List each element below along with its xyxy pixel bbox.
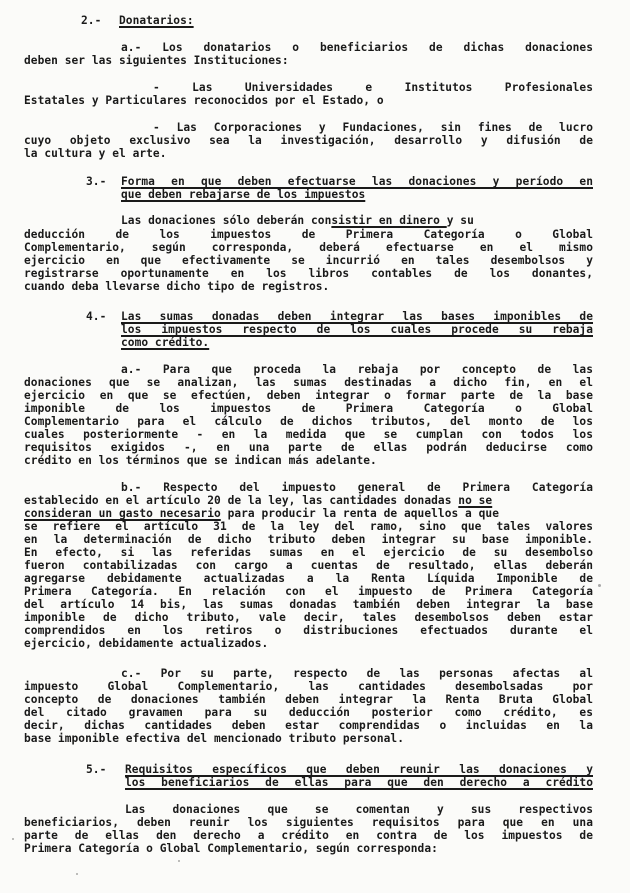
section-4-para-b-line-1: b.- Respecto del impuesto general de Primera Categoría [121,481,593,494]
section-3-para-line-2: deducción de los impuestos de Primera Categoría o Global [24,228,593,241]
section-5-number: 5.- [86,763,107,776]
section-5-para-line-1: Las donaciones que se comentan y sus respectivos [125,803,593,816]
section-4-title-line-3: como crédito. [121,336,210,349]
section-4-para-b-line-5: en la determinación de dicho tributo deben integrar su base imponible. [24,533,593,546]
section-3-title-line-2: que deben rebajarse de los impuestos [121,188,366,201]
section-3-para-line-3: Complementario, según corresponda, deberá efectuarse en el mismo [24,241,593,254]
section-3-para-line-1-start: Las donaciones sólo deberán con [121,214,332,227]
section-4-para-c-line-6: base imponible efectiva del mencionado tributo personal. [24,732,404,745]
section-4-para-a-line-8: crédito en los términos que se indican más adelante. [24,454,377,467]
section-4-para-a-line-1: a.- Para que proceda la rebaja por concepto de las [121,363,593,376]
section-3-para-line-6: cuando deba llevarse dicho tipo de registros. [24,280,330,293]
section-4-para-b-line-3 [24,507,499,520]
scan-speck [178,860,180,862]
bullet-2-line-1: - Las Corporaciones y Fundaciones, sin fines de lucro [153,121,593,134]
bullet-2-line-3: la cultura y el arte. [24,147,167,160]
section-2-para-a-line-1: a.- Los donatarios o beneficiarios de dichas donaciones [121,41,593,54]
para-b-line-2-start: establecido en el artículo 20 de la ley, las cantidades donadas [24,494,459,507]
bullet-2-line-2: cuyo objeto exclusivo sea la investigación, desarrollo y difusión de [24,134,593,147]
section-2-para-a-line-2: deben ser las siguientes Instituciones: [24,54,289,67]
section-5-para-line-4: Primera Categoría o Global Complementario, según corresponda: [24,842,438,855]
section-4-para-a-line-7: requisitos exigidos -, en una parte de ellas podrán deducirse como [24,441,593,454]
section-4-para-b-line-2 [24,494,492,507]
scan-speck [12,838,14,840]
section-4-para-a-line-5: Complementario para el cálculo de dichos tributos, del monto de los [24,415,593,428]
section-4-para-b-line-9: Primera Categoría. En relación con el impuesto de Primera Categoría [24,585,593,598]
section-4-para-b-line-13: ejercicio, debidamente actualizados. [24,637,269,650]
underlined-gasto-necesario: consideran un gasto necesario [24,507,221,520]
section-4-para-b-line-12: comprendidos en los retiros o distribuciones efectuados durante el [24,624,593,637]
section-4-para-b-line-7: fueron contabilizadas con cargo a cuentas de resultado, ellas deberán [24,559,593,572]
section-3-para-line-5: registrarse oportunamente en los libros contables de los donantes, [24,267,593,280]
underlined-in-dinero: sistir en dinero [331,214,447,227]
section-3-title-line-1: Forma en que deben efectuarse las donaciones y período en [121,175,593,188]
section-5-para-line-2: beneficiarios, deben reunir los siguientes requisitos para que en una [24,816,593,829]
scan-speck [76,873,78,875]
section-4-para-b-line-10: del artículo 14 bis, las sumas donadas también deben integrar la base [24,598,593,611]
section-2-number: 2.- [81,14,102,27]
para-b-line-3-end: para producir la renta de aquellos a que [220,507,499,520]
section-4-para-a-line-6: cuales posteriormente - en la medida que se cumplan con todos los [24,428,593,441]
section-4-para-c-line-4: del citado gravamen para su deducción posterior como crédito, es [24,706,593,719]
underlined-no-se: no se [458,494,493,507]
section-4-para-c-line-3: concepto de donaciones también deben integrar la Renta Bruta Global [24,693,593,706]
section-4-para-a-line-3: ejercicio en que se efectúen, deben integrar o formar parte de la base [24,389,593,402]
section-3-para-line-1 [121,214,474,227]
section-3-para-line-1-end: y su [446,214,474,227]
section-4-number: 4.- [86,310,107,323]
section-4-para-c-line-2: impuesto Global Complementario, las cantidades desembolsadas por [24,680,593,693]
section-4-para-a-line-2: donaciones que se analizan, las sumas destinadas a dicho fin, en el [24,376,593,389]
section-4-para-b-line-6: En efecto, si las referidas sumas en el ejercicio de su desembolso [24,546,593,559]
section-4-para-c-line-1: c.- Por su parte, respecto de las personas afectas al [121,667,593,680]
section-4-title-line-1: Las sumas donadas deben integrar las bases imponibles de [121,310,593,323]
section-5-para-line-3: parte de ellas den derecho a crédito en contra de los impuestos de [24,829,593,842]
section-4-para-b-line-8: agregarse debidamente actualizadas a la Renta Líquida Imponible de [24,572,593,585]
section-2-title: Donatarios: [119,14,194,27]
section-3-para-line-4: ejercicio en que efectivamente se incurrió en tales desembolsos y [24,254,593,267]
bullet-1-line-1: - Las Universidades e Institutos Profesionales [153,81,593,94]
section-4-para-b-line-11: imponible de dicho tributo, vale decir, tales desembolsos deben estar [24,611,593,624]
section-4-title-line-2: los impuestos respecto de los cuales procede su rebaja [121,323,593,336]
section-3-number: 3.- [86,175,107,188]
scan-speck [598,584,601,587]
section-4-para-b-line-4: se refiere el artículo 31 de la ley del ramo, sino que tales valores [24,520,593,533]
section-5-title-line-2: los beneficiarios de ellas para que den derecho a crédito [125,776,593,789]
section-4-para-c-line-5: decir, dichas cantidades deben estar comprendidas o incluidas en la [24,719,593,732]
section-5-title-line-1: Requisitos específicos que deben reunir las donaciones y [125,763,593,776]
bullet-1-line-2: Estatales y Particulares reconocidos por el Estado, o [24,94,384,107]
section-4-para-a-line-4: imponible de los impuestos de Primera Categoría o Global [24,402,593,415]
